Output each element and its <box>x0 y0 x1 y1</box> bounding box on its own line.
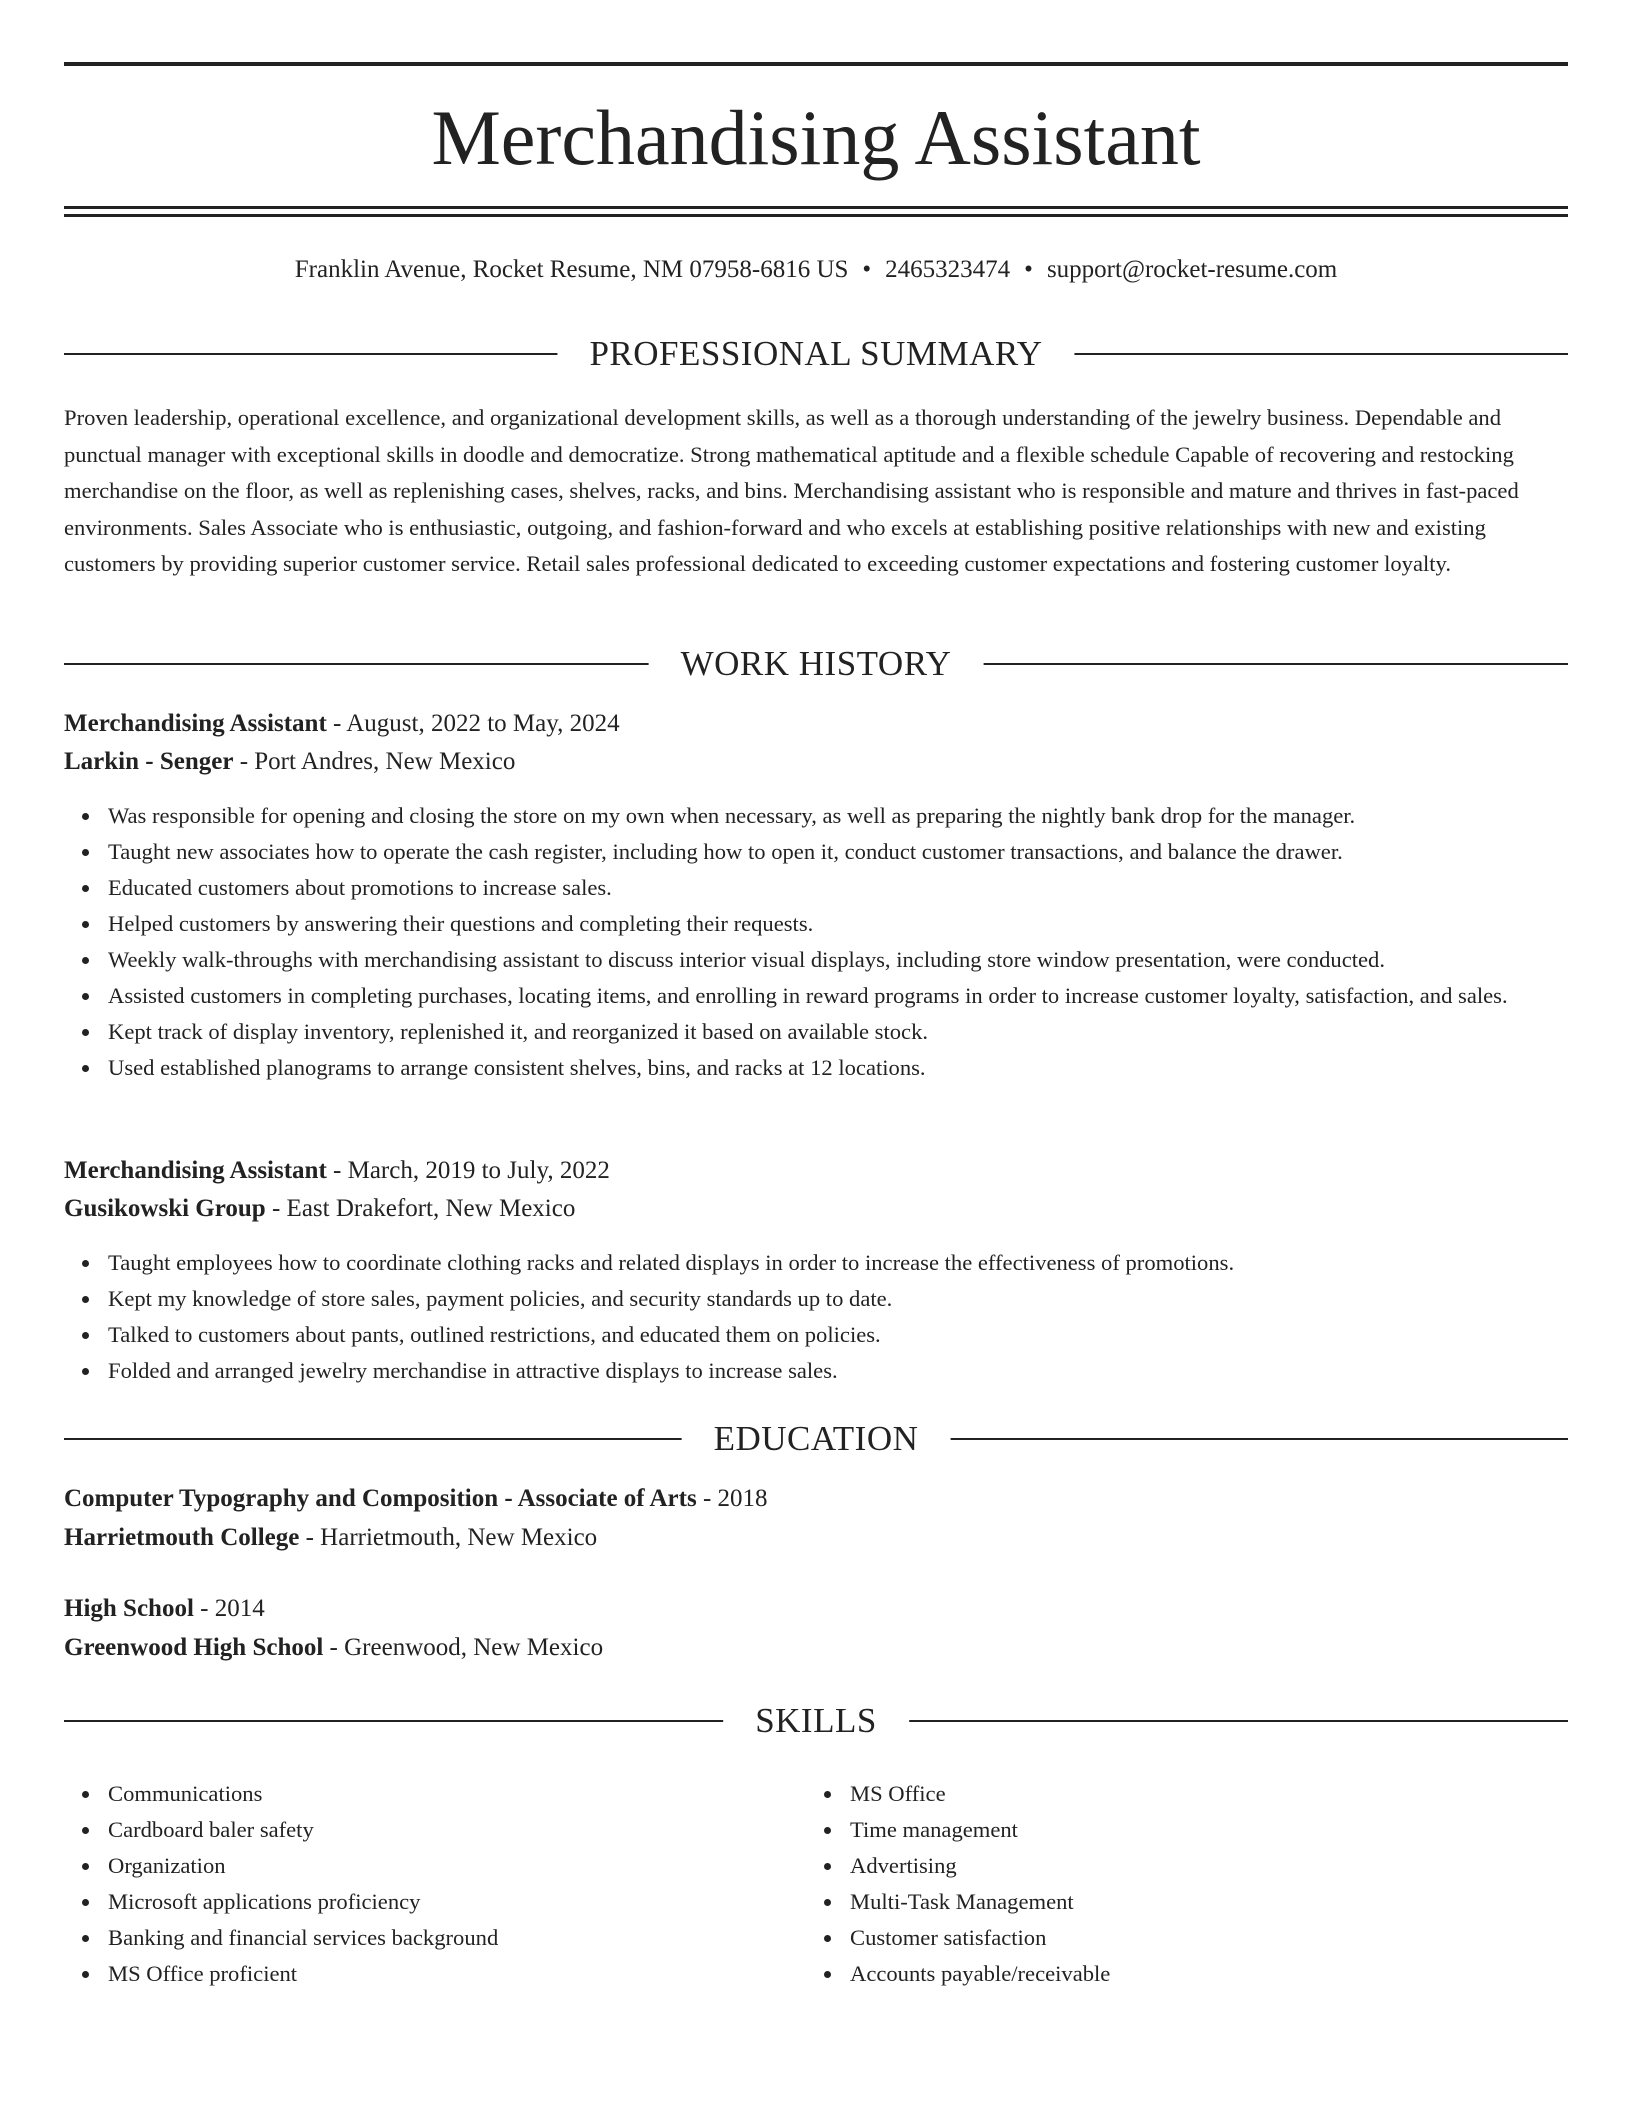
job-title-line <box>64 1153 1568 1189</box>
skill-item: Time management <box>850 1812 1590 1848</box>
list-item: Was responsible for opening and closing the store on my own when necessary, as well as preparing the nightly bank drop for the manager. <box>108 798 1612 834</box>
skills-list-right <box>806 1776 1590 1992</box>
list-item: Educated customers about promotions to increase sales. <box>108 870 1612 906</box>
education-section-heading <box>64 1417 1568 1461</box>
list-item: Kept track of display inventory, replenished it, and reorganized it based on available stock. <box>108 1014 1612 1050</box>
header-rule-upper <box>64 206 1568 209</box>
summary-text: Proven leadership, operational excellence, and organizational development skills, as well as a thorough understanding of the jewelry business. Dependable and punctual manager with exceptional skills in doodle and democratize. Strong mathematical aptitude and a flexible schedule Capable of recovering and restocking merchandise on the floor, as well as replenishing cases, shelves, racks, and bins. Merchandising assistant who is responsible and mature and thrives in fast-paced environments. Sales Associate who is enthusiastic, outgoing, and fashion-forward and who excels at establishing positive relationships with new and existing customers by providing superior customer service. Retail sales professional dedicated to exceeding customer expectations and fostering customer loyalty. <box>64 405 1519 576</box>
job-company: Larkin - Senger <box>64 748 234 775</box>
job-location: - Port Andres, New Mexico <box>233 748 516 775</box>
education-school: Harrietmouth College <box>64 1524 300 1551</box>
skill-item: Cardboard baler safety <box>108 1812 848 1848</box>
contact-email: support@rocket-resume.com <box>1046 256 1338 283</box>
skills-list-left <box>64 1776 848 1992</box>
work-section-heading <box>64 642 1568 686</box>
list-item: Helped customers by answering their questions and completing their requests. <box>108 906 1612 942</box>
contact-line <box>64 252 1568 288</box>
list-item: Used established planograms to arrange consistent shelves, bins, and racks at 12 locations. <box>108 1050 1612 1086</box>
skill-item: MS Office proficient <box>108 1956 848 1992</box>
education-year: - 2014 <box>193 1595 265 1622</box>
job-title: Merchandising Assistant <box>64 710 327 737</box>
job-dates: - March, 2019 to July, 2022 <box>326 1157 610 1184</box>
job-company: Gusikowski Group <box>64 1195 266 1222</box>
list-item: Talked to customers about pants, outlined restrictions, and educated them on policies. <box>108 1317 1612 1353</box>
contact-address: Franklin Avenue, Rocket Resume, NM 07958-6816 US <box>294 256 849 283</box>
job-duties-list <box>64 1245 1612 1389</box>
skill-item: MS Office <box>850 1776 1590 1812</box>
skill-item: Microsoft applications proficiency <box>108 1884 848 1920</box>
list-item: Weekly walk-throughs with merchandising assistant to discuss interior visual displays, including store window presentation, were conducted. <box>108 942 1612 978</box>
education-school-line <box>64 1520 1568 1556</box>
section-title: EDUCATION <box>682 1417 951 1461</box>
education-location: - Greenwood, New Mexico <box>323 1634 604 1661</box>
education-location: - Harrietmouth, New Mexico <box>299 1524 598 1551</box>
education-year: - 2018 <box>696 1485 768 1512</box>
header-rule-lower <box>64 214 1568 217</box>
skill-item: Organization <box>108 1848 848 1884</box>
skill-item: Customer satisfaction <box>850 1920 1590 1956</box>
skill-item: Communications <box>108 1776 848 1812</box>
job-title-line <box>64 706 1568 742</box>
skills-section-heading <box>64 1699 1568 1743</box>
section-title: WORK HISTORY <box>649 642 984 686</box>
job-company-line <box>64 744 1568 780</box>
skill-item: Accounts payable/receivable <box>850 1956 1590 1992</box>
section-title: PROFESSIONAL SUMMARY <box>557 332 1074 376</box>
job-location: - East Drakefort, New Mexico <box>265 1195 576 1222</box>
contact-separator: • <box>1024 256 1033 283</box>
education-school-line <box>64 1630 1568 1666</box>
header-top-rule <box>64 62 1568 66</box>
job-company-line <box>64 1191 1568 1227</box>
section-title: SKILLS <box>723 1699 909 1743</box>
education-degree: High School <box>64 1595 194 1622</box>
contact-separator: • <box>862 256 872 283</box>
summary-section-heading <box>64 332 1568 376</box>
education-degree: Computer Typography and Composition - Associate of Arts <box>64 1485 697 1512</box>
list-item: Taught new associates how to operate the cash register, including how to open it, conduct customer transactions, and balance the drawer. <box>108 834 1612 870</box>
job-title: Merchandising Assistant <box>64 1157 327 1184</box>
list-item: Kept my knowledge of store sales, payment policies, and security standards up to date. <box>108 1281 1612 1317</box>
education-degree-line <box>64 1591 1568 1627</box>
contact-phone: 2465323474 <box>885 256 1011 283</box>
skill-item: Advertising <box>850 1848 1590 1884</box>
education-degree-line <box>64 1481 1568 1517</box>
list-item: Assisted customers in completing purchases, locating items, and enrolling in reward programs in order to increase customer loyalty, satisfaction, and sales. <box>108 978 1612 1014</box>
education-school: Greenwood High School <box>64 1634 324 1661</box>
list-item: Taught employees how to coordinate clothing racks and related displays in order to increase the effectiveness of promotions. <box>108 1245 1612 1281</box>
skill-item: Multi-Task Management <box>850 1884 1590 1920</box>
job-dates: - August, 2022 to May, 2024 <box>326 710 620 737</box>
candidate-name: Merchandising Assistant <box>431 94 1201 181</box>
skill-item: Banking and financial services background <box>108 1920 848 1956</box>
list-item: Folded and arranged jewelry merchandise in attractive displays to increase sales. <box>108 1353 1612 1389</box>
job-duties-list <box>64 798 1612 1086</box>
